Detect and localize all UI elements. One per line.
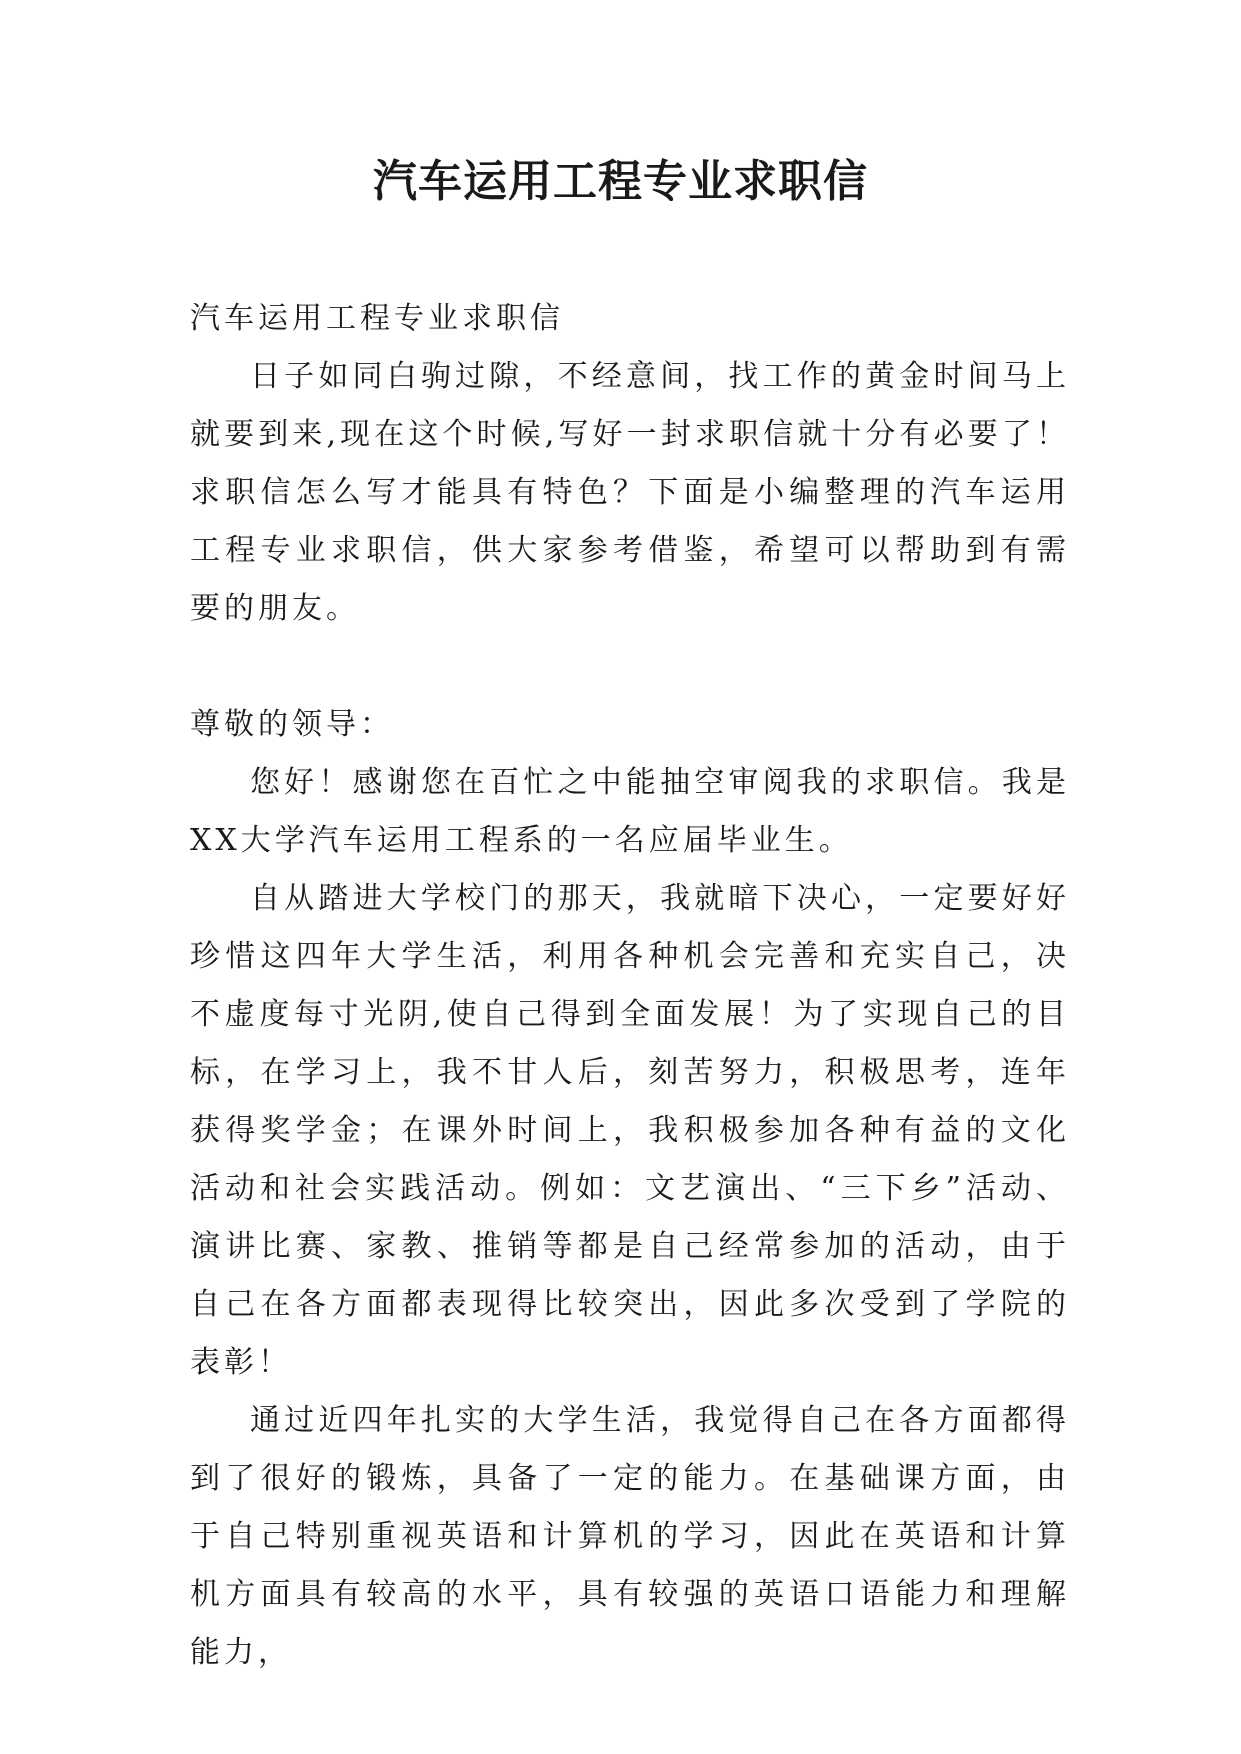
salutation: 尊敬的领导： [190,707,394,742]
paragraph-spacer [190,638,1070,696]
body-paragraph-2: 自从踏进大学校门的那天，我就暗下决心，一定要好好珍惜这四年大学生活，利用各种机会完善和充实自己，决不虚度每寸光阴,使自己得到全面发展！为了实现自己的目标，在学习上，我不甘人后，刻苦努力，积极思考，连年获得奖学金；在课外时间上，我积极参加各种有益的文化活动和社会实践活动。例如：文艺演出、“三下乡”活动、演讲比赛、家教、推销等都是自己经常参加的活动，由于自己在各方面都表现得比较突出，因此多次受到了学院的表彰！ [190,881,1070,1380]
intro-paragraph: 日子如同白驹过隙，不经意间，找工作的黄金时间马上就要到来,现在这个时候,写好一封求职信就十分有必要了！求职信怎么写才能具有特色？下面是小编整理的汽车运用工程专业求职信，供大家参考借鉴，希望可以帮助到有需要的朋友。 [190,359,1070,626]
document-body [190,290,1070,1682]
body-paragraph-1: 您好！感谢您在百忙之中能抽空审阅我的求职信。我是XX大学汽车运用工程系的一名应届毕业生。 [190,765,1070,858]
document-title: 汽车运用工程专业求职信 [373,156,868,207]
document-subtitle: 汽车运用工程专业求职信 [190,301,564,336]
body-paragraph-3: 通过近四年扎实的大学生活，我觉得自己在各方面都得到了很好的锻炼，具备了一定的能力。在基础课方面，由于自己特别重视英语和计算机的学习，因此在英语和计算机方面具有较高的水平，具有较强的英语口语能力和理解能力， [190,1403,1070,1670]
